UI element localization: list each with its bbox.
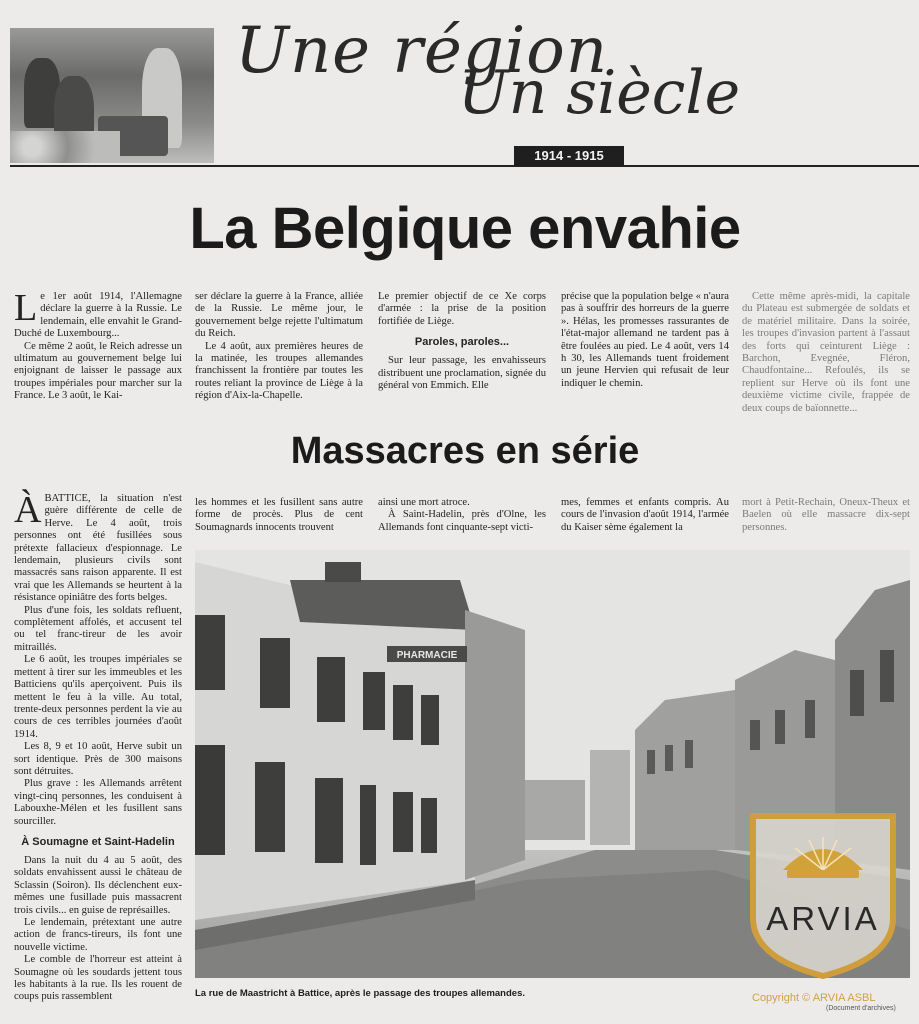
article2-column-3: [378, 497, 546, 534]
paragraph: mes, femmes et enfants compris. Au cours de l'invasion d'août 1914, l'armée du Kaiser sème également la: [561, 497, 729, 533]
logo-text: ARVIA: [766, 900, 880, 937]
article1-column-4: [561, 291, 729, 390]
paragraph: À Saint-Hadelin, près d'Olne, les Allemands font cinquante-sept victi-: [378, 509, 546, 533]
article1-column-2: [195, 291, 363, 403]
paragraph: e 1er août 1914, l'Allemagne déclare la guerre à la Russie. Le lendemain, elle envahit le Grand-Duché de Luxembourg...: [14, 291, 182, 340]
article2-column-1: [14, 489, 182, 1004]
paragraph: Dans la nuit du 4 au 5 août, des soldats envahissent aussi le château de Sclassin (Soiron). Ils déclenchent eux-mêmes une fusillade puis massacrent trois civils... en guise de représailles.: [14, 854, 182, 916]
pharmacy-sign: PHARMACIE: [396, 650, 458, 661]
article-headline: La Belgique envahie: [189, 196, 741, 261]
article2-column-2: [195, 497, 363, 534]
article2-column-4: [561, 497, 729, 534]
dropcap: À: [14, 489, 42, 531]
dropcap: L: [14, 287, 38, 329]
paragraph: ainsi une mort atroce.: [378, 497, 470, 508]
copyright-notice: Copyright © ARVIA ASBL: [752, 992, 876, 1004]
paragraph: Plus d'une fois, les soldats refluent, complètement affolés, et accusent tel ou tel franc-tireur de les avoir mitraillés.: [14, 604, 182, 653]
article1-column-5: [742, 291, 910, 415]
paragraph: Cette même après-midi, la capitale du Plateau est submergée de soldats et de matériel militaire. Dans la soirée, les troupes d'invasion partent à l'assaut des forts qui ceinturent Liège : Barchon, Evegnée, Fléron, Chaudfontaine... Refoulés, ils se replient sur Herve où ils font une deuxième victime civile, frappée de deux coups de baïonnette...: [742, 291, 910, 414]
photo-caption: La rue de Maastricht à Battice, après le passage des troupes allemandes.: [195, 988, 525, 999]
article2-column-5: [742, 497, 910, 534]
article1-column-1: [14, 287, 182, 403]
paragraph: précise que la population belge « n'aura pas à souffrir des horreurs de la guerre ». Hélas, les promesses rassurantes de l'état-major allemand ne tardent pas à être foulées au pied. Le 4 août, vers 14 h 30, les Allemands tuent froidement un jeune Hervien qui refusait de leur indiquer le chemin.: [561, 291, 729, 389]
section-subtitle: À Soumagne et Saint-Hadelin: [21, 835, 175, 848]
document-note: (Document d'archives): [826, 1005, 896, 1012]
masthead-title-line1: Une région: [235, 14, 609, 88]
masthead-photo: [10, 28, 214, 163]
arvia-logo: [743, 808, 903, 980]
section-subtitle: Paroles, paroles...: [414, 336, 510, 349]
paragraph: Les 8, 9 et 10 août, Herve subit un sort identique. Près de 300 maisons sont détruites.: [14, 741, 182, 777]
paragraph: Ce même 2 août, le Reich adresse un ultimatum au gouvernement belge lui enjoignant de laisser le passage aux troupes impériales pour marcher sur la France. Le 3 août, le Kai-: [14, 340, 182, 402]
paragraph: Sur leur passage, les envahisseurs distribuent une proclamation, signée du général von Emmich. Elle: [378, 355, 546, 392]
masthead-years-badge: 1914 - 1915: [514, 146, 624, 166]
paragraph: mort à Petit-Rechain, Oneux-Theux et Baelen où elle massacre dix-sept personnes.: [742, 497, 910, 533]
paragraph: Le 4 août, aux premières heures de la matinée, les troupes allemandes franchissent la frontière par toutes les routes reliant la province de Liège à la région d'Aix-la-Chapelle.: [195, 340, 363, 402]
section-headline: Massacres en série: [290, 430, 640, 472]
paragraph: Le comble de l'horreur est atteint à Soumagne où les soudards jettent tous les habitants à la rue. Ils les rouent de coups puis rassemblent: [14, 954, 182, 1003]
paragraph: les hommes et les fusillent sans autre forme de procès. Plus de cent Soumagnards innocents trouvent: [195, 497, 363, 533]
paragraph: Le lendemain, prétextant une autre action de francs-tireurs, ils font une nouvelle victime.: [14, 917, 182, 953]
paragraph: BATTICE, la situation n'est guère différente de celle de Herve. Le 4 août, trois personnes ont été fusillées sous prétexte fallacieux d'espionnage. Le lendemain, plusieurs civils sont massacrés sans raison apparente. Il est vrai que les Allemands se heurtent à la résistance opiniâtre des forts belges.: [14, 493, 182, 604]
paragraph: Plus grave : les Allemands arrêtent vingt-cinq personnes, les conduisent à Labouxhe-Mélen et les fusillent sans sourciller.: [14, 778, 182, 827]
paragraph: ser déclare la guerre à la France, alliée de la Russie. Le même jour, le gouvernement belge rejette l'ultimatum du Reich.: [195, 291, 363, 340]
paragraph: Le premier objectif de ce Xe corps d'armée : la prise de la position fortifiée de Liège.: [378, 291, 546, 327]
paragraph: Le 6 août, les troupes impériales se mettent à tirer sur les immeubles et les Batticiens qu'ils aperçoivent. Puis ils mettent le feu à la ville. Au total, trente-deux personnes perdent la vie au cours de ces terribles journées d'août 1914.: [14, 654, 182, 740]
masthead-rule: [10, 165, 919, 167]
masthead: [10, 14, 919, 166]
article1-column-3: [378, 291, 546, 392]
masthead-title-line2: Un siècle: [458, 58, 741, 128]
